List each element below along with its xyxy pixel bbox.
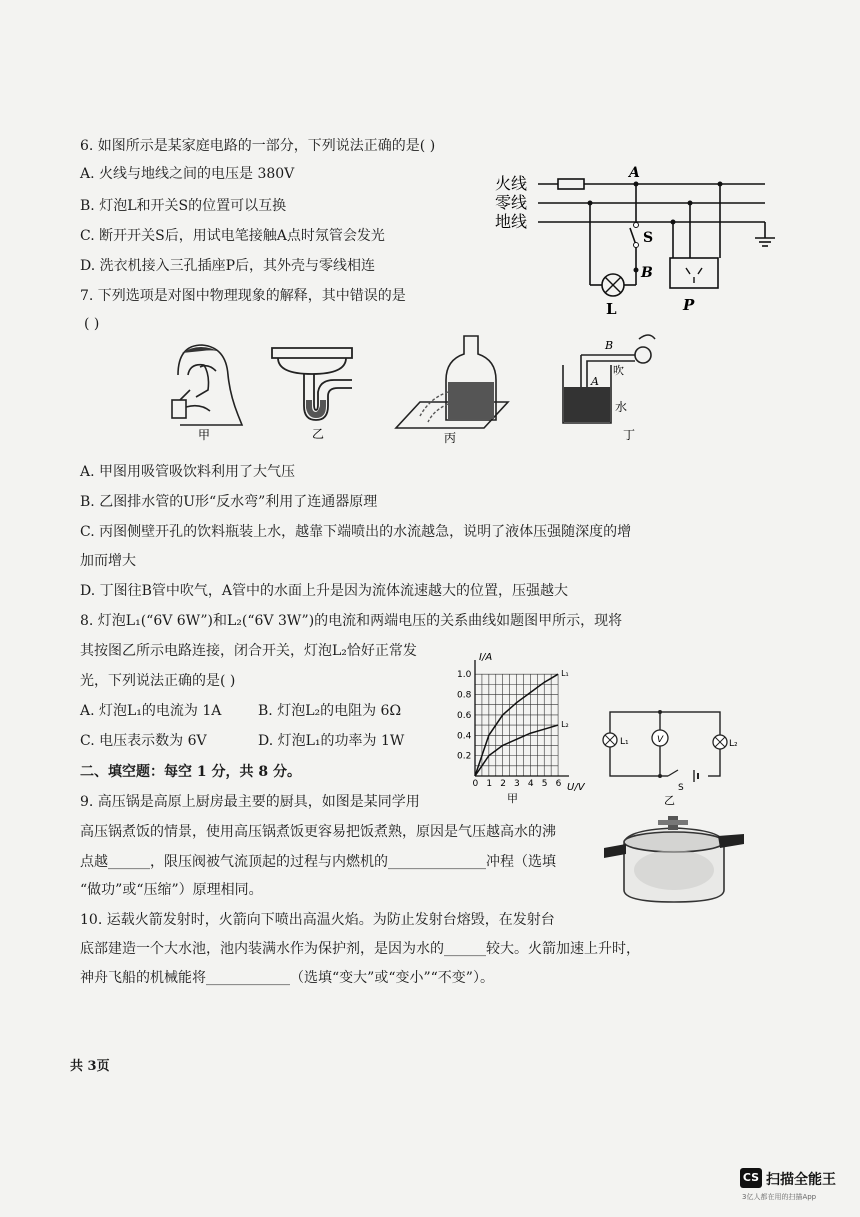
q10-line3: 神舟飞船的机械能将____________（选填“变大”或“变小”“不变”）。	[80, 970, 494, 986]
ground-wire-label: 地线	[495, 212, 528, 231]
y-axis-label: I/A	[479, 652, 493, 663]
q6-stem: 6. 如图所示是某家庭电路的一部分，下列说法正确的是( )	[80, 138, 436, 154]
x-axis-label: U/V	[567, 782, 585, 793]
q7-picture-yi	[268, 340, 358, 445]
x-tick-label: 3	[514, 779, 520, 789]
q10-line2: 底部建造一个大水池，池内装满水作为保护剂，是因为水的______较大。火箭加速上升时，	[80, 941, 640, 957]
q7-fig-a-label: A	[591, 375, 599, 388]
camscanner-tagline: 3亿人都在用的扫描App	[742, 1193, 817, 1201]
point-b-label: B	[641, 265, 653, 281]
q9-line1: 9. 高压锅是高原上厨房最主要的厨具，如图是某同学用	[80, 794, 420, 810]
camscanner-watermark	[740, 1168, 850, 1208]
x-tick-label: 6	[555, 779, 562, 789]
q7-label-yi: 乙	[312, 427, 325, 441]
neutral-wire-label: 零线	[495, 193, 528, 212]
q7-option-c-line2: 加而增大	[80, 553, 136, 569]
y-tick-label: 0.6	[457, 710, 472, 721]
q8-option-d: D. 灯泡L₁的功率为 1W	[258, 733, 405, 749]
q8-stem-line2: 其按图乙所示电路连接，闭合开关，灯泡L₂恰好正常发	[80, 643, 417, 659]
q7-option-b: B. 乙图排水管的U形“反水弯”利用了连通器原理	[80, 494, 378, 510]
q6-option-c: C. 断开开关S后，用试电笔接触A点时氖管会发光	[80, 228, 385, 244]
q7-label-ding: 丁	[623, 428, 636, 442]
x-tick-label: 2	[500, 779, 506, 789]
q7-fig-b-label: B	[605, 339, 614, 352]
q7-stem: 7. 下列选项是对图中物理现象的解释，其中错误的是	[80, 288, 406, 304]
y-tick-label: 0.2	[457, 751, 472, 762]
q7-label-jia: 甲	[198, 428, 211, 442]
q7-picture-jia	[160, 335, 250, 445]
q7-option-c-line1: C. 丙图侧壁开孔的饮料瓶装上水，越靠下端喷出的水流越急，说明了液体压强随深度的增	[80, 524, 632, 540]
q9-line4: “做功”或“压缩”）原理相同。	[80, 882, 263, 898]
iu-chart-svg	[445, 648, 595, 808]
series-label-2: L₂	[561, 720, 569, 730]
q6-option-b: B. 灯泡L和开关S的位置可以互换	[80, 198, 287, 214]
x-tick-label: 4	[527, 779, 534, 789]
q7-option-d: D. 丁图往B管中吹气，A管中的水面上升是因为流体流速越大的位置，压强越大	[80, 583, 569, 599]
voltmeter-v-label: V	[657, 735, 664, 745]
point-a-label: A	[629, 165, 640, 181]
circuit-caption-yi: 乙	[664, 794, 675, 807]
q7-option-a: A. 甲图用吸管吸饮料利用了大气压	[80, 464, 296, 480]
y-tick-label: 0.4	[457, 731, 472, 742]
circuit-l1-label: L₁	[620, 737, 629, 747]
q8-option-a: A. 灯泡L₁的电流为 1A	[80, 703, 222, 719]
q9-line2: 高压锅煮饭的情景，使用高压锅煮饭更容易把饭煮熟，原因是气压越高水的沸	[80, 824, 556, 840]
q8-option-c: C. 电压表示数为 6V	[80, 733, 207, 749]
socket-p-label: P	[683, 296, 695, 314]
q8-stem-line1: 8. 灯泡L₁(“6V 6W”)和L₂(“6V 3W”)的电流和两端电压的关系曲线如题图甲所示，现将	[80, 613, 623, 629]
switch-s-label: S	[643, 230, 654, 246]
q7-answer-paren: ( )	[84, 316, 100, 332]
page-count-footer: 共 3页	[70, 1059, 110, 1074]
camscanner-logo-icon: CS	[740, 1168, 762, 1188]
pressure-cooker-picture	[598, 808, 748, 908]
q10-line1: 10. 运载火箭发射时，火箭向下喷出高温火焰。为防止发射台熔毁，在发射台	[80, 912, 555, 928]
q6-option-d: D. 洗衣机接入三孔插座P后，其外壳与零线相连	[80, 258, 376, 274]
q8-circuit-yi	[598, 700, 738, 810]
q8-stem-line3: 光，下列说法正确的是( )	[80, 673, 236, 689]
x-tick-label: 1	[486, 779, 493, 789]
y-tick-label: 0.8	[457, 690, 472, 701]
q8-iu-graph	[445, 648, 595, 808]
q8-option-b: B. 灯泡L₂的电阻为 6Ω	[258, 703, 402, 719]
q6-circuit-figure	[490, 160, 790, 320]
q7-fig-water-label: 水	[615, 400, 628, 414]
q7-fig-blow-label: 吹	[613, 364, 624, 377]
camscanner-name: 扫描全能王	[766, 1172, 836, 1188]
x-tick-label: 5	[541, 779, 548, 789]
section-2-title: 二、填空题：每空 1 分，共 8 分。	[80, 764, 301, 780]
q7-picture-bing	[392, 332, 512, 444]
q7-picture-ding	[555, 325, 670, 443]
q7-label-bing: 丙	[444, 431, 457, 444]
live-wire-label: 火线	[495, 174, 528, 193]
x-tick-label: 0	[472, 779, 479, 789]
q9-line3: 点越______，限压阀被气流顶起的过程与内燃机的______________冲程（选填	[80, 854, 556, 870]
circuit-switch-label: S	[678, 783, 684, 793]
q6-option-a: A. 火线与地线之间的电压是 380V	[80, 166, 295, 182]
series-label-1: L₁	[561, 669, 569, 679]
lamp-l-label: L	[606, 300, 617, 318]
y-tick-label: 1.0	[457, 670, 472, 681]
circuit-l2-label: L₂	[729, 739, 738, 749]
graph-caption-jia: 甲	[507, 792, 518, 805]
